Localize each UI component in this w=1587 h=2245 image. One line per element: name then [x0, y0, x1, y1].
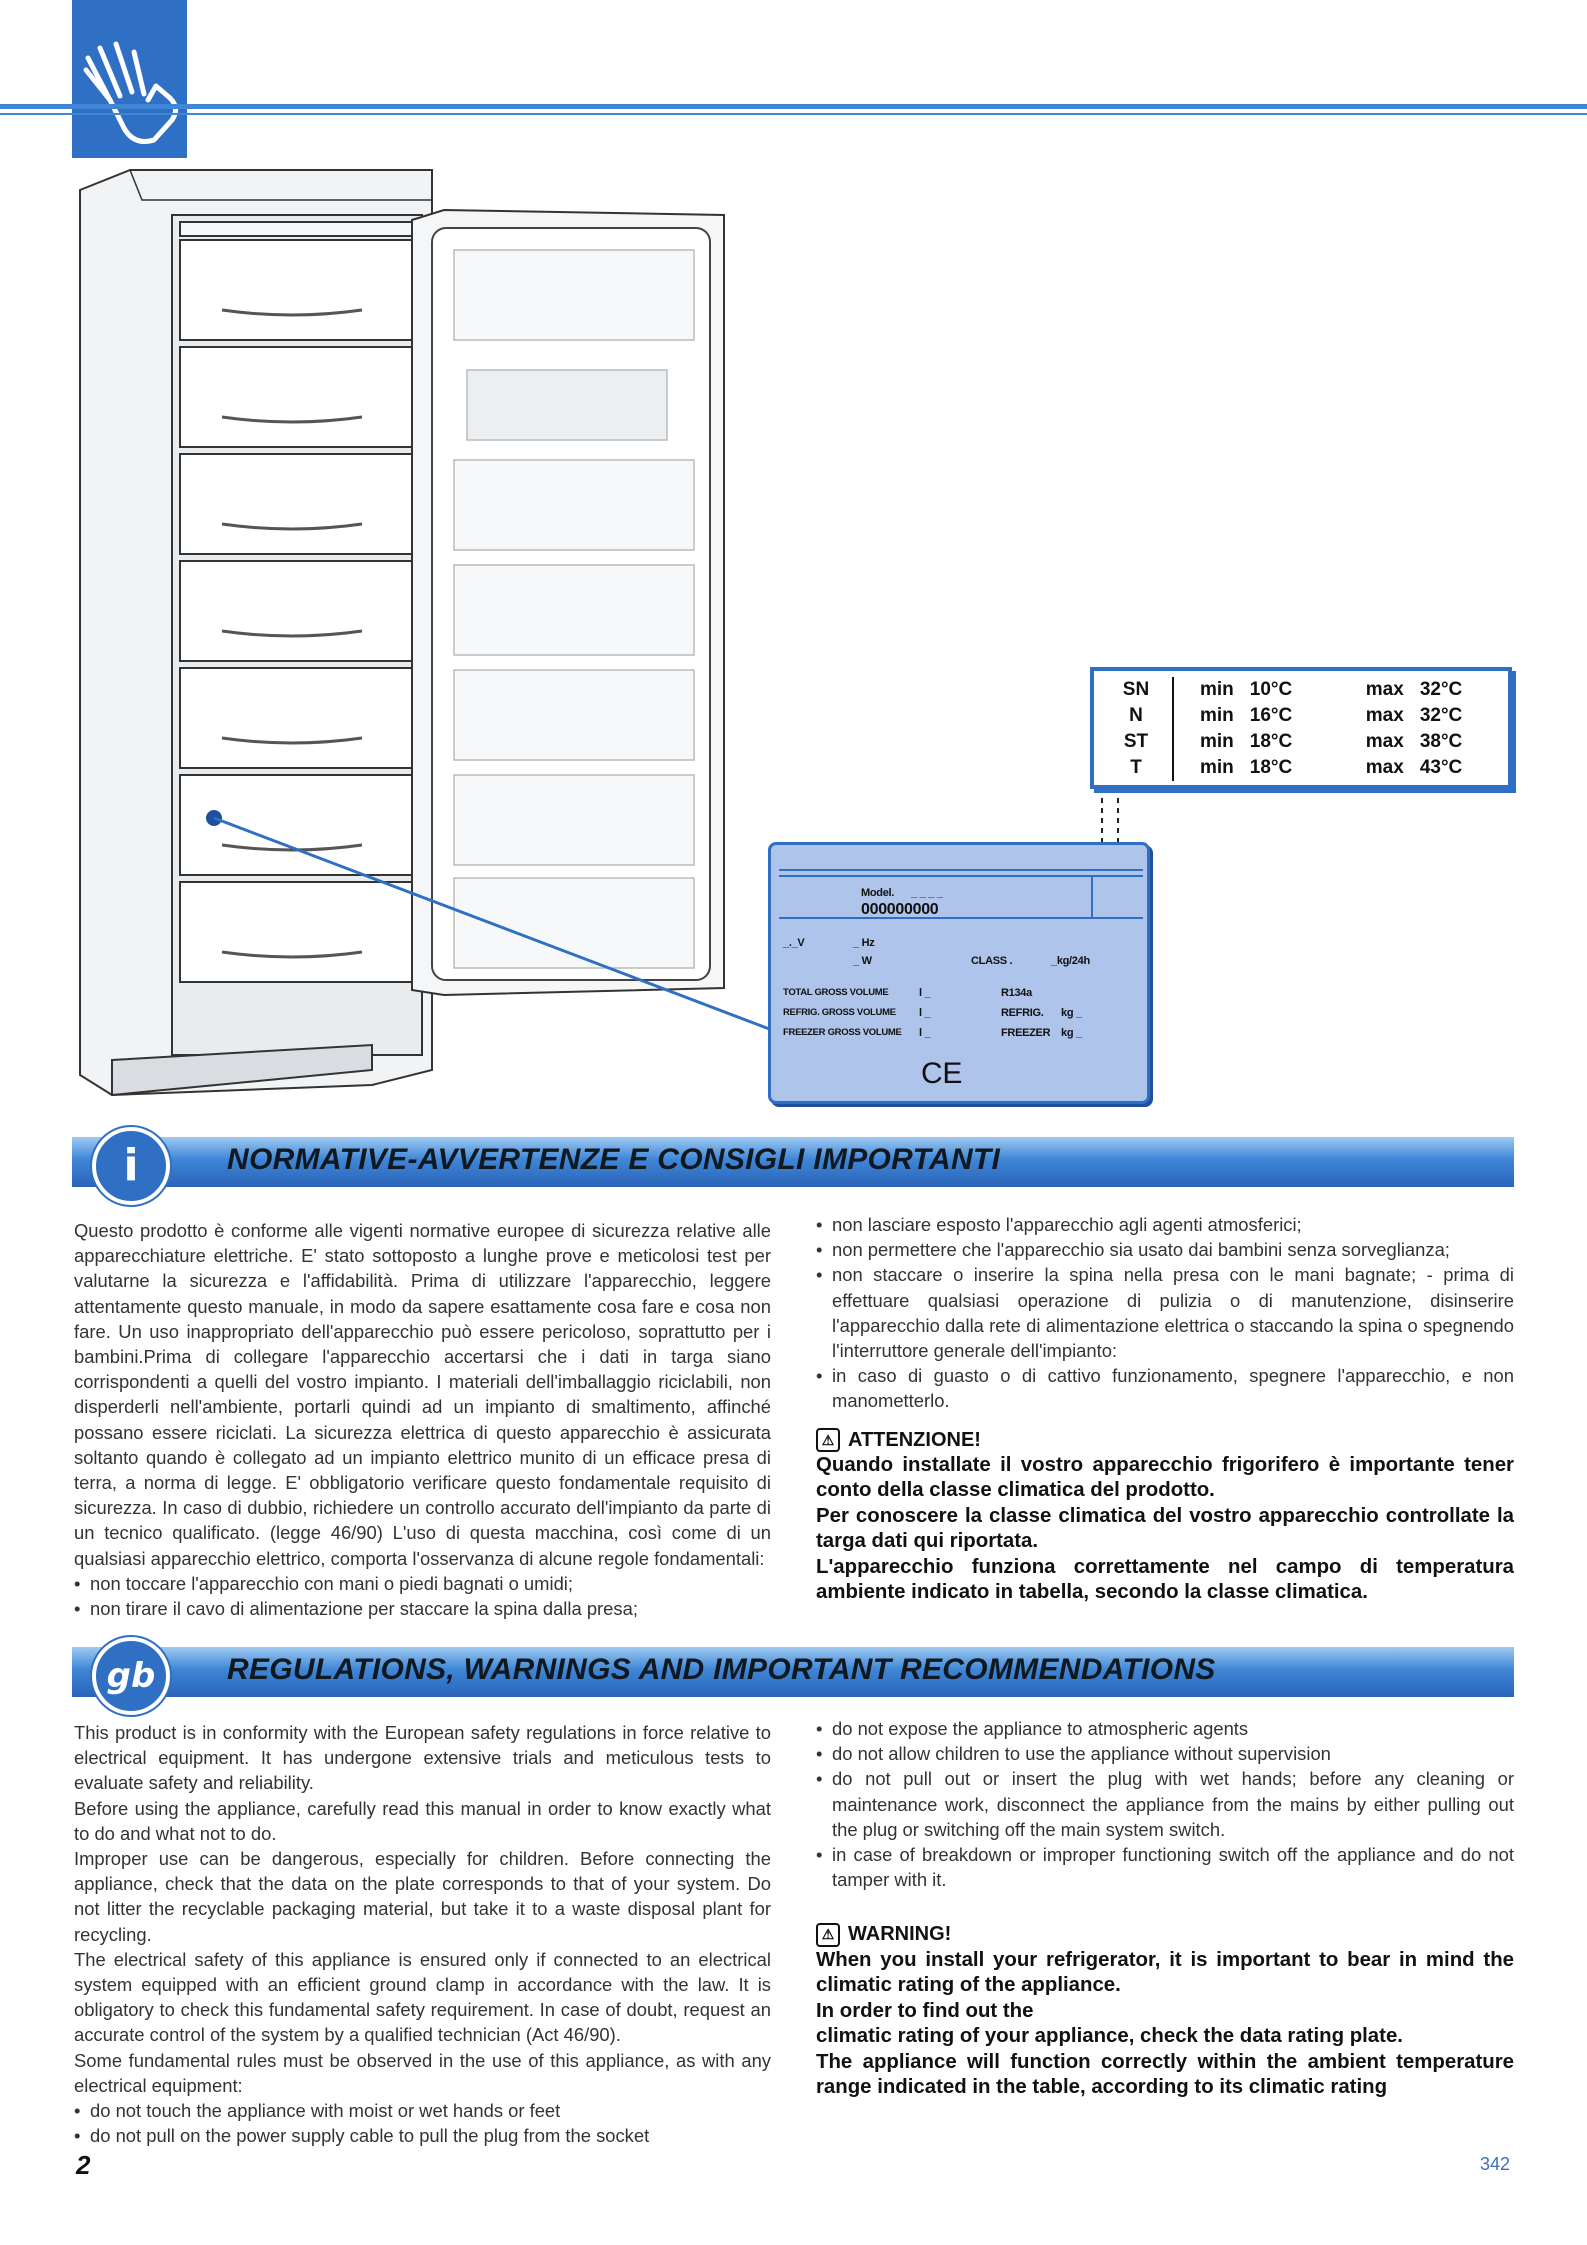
plate-serial: 000000000: [861, 901, 939, 918]
max-label: max: [1365, 679, 1404, 700]
min-value: 16°C: [1249, 705, 1293, 726]
plate-row1-unit: l _: [919, 987, 931, 999]
plate-rule: [1091, 875, 1093, 917]
plate-volt: _._V: [783, 937, 805, 949]
list-item: • non lasciare esposto l'apparecchio agli agenti atmosferici;: [816, 1212, 1514, 1237]
warning-title-english: WARNING!: [848, 1923, 952, 1946]
header-tab: [72, 0, 187, 158]
class-cell: SN: [1100, 677, 1173, 703]
plate-kgh: _kg/24h: [1051, 955, 1090, 967]
plate-rule: [779, 869, 1143, 871]
plate-model-value: _ _ _ _: [911, 887, 943, 899]
warning-line: When you install your refrigerator, it is important to bear in mind the climatic rating of the appliance.: [816, 1948, 1514, 1997]
max-label: max: [1365, 705, 1404, 726]
table-row: [1100, 729, 1470, 755]
list-item: • do not pull on the power supply cable to pull the plug from the socket: [74, 2123, 771, 2148]
header-rule: [0, 104, 1587, 109]
gb-flag-icon: gb: [92, 1637, 170, 1715]
section-title-italian: NORMATIVE-AVVERTENZE E CONSIGLI IMPORTANTI: [227, 1143, 1001, 1176]
list-item: • non tirare il cavo di alimentazione per staccare la spina dalla presa;: [74, 1596, 771, 1621]
plate-model-label: Model.: [861, 887, 895, 899]
italian-intro-paragraph: Questo prodotto è conforme alle vigenti normative europee di sicurezza relative alle apparecchiature elettriche. E' stato sottoposto a lunghe prove e meticolosi test per valutarne la sicurezza e l'affidabilità. Prima di utilizzare l'apparecchio, leggere attentamente questo manuale, in modo da sapere esattamente cosa fare e cosa non fare. Un uso inappropriato dell'apparecchio può essere pericoloso, soprattutto per i bambini.Prima di collegare l'apparecchio accertarsi che i dati in targa siano corrispondenti a quelli del vostro impianto. I materiali dell'imballaggio riciclabili, non disperderli nell'ambiente, portarli quindi ad un impianto di smaltimento, affinché possano essere riciclati. La sicurezza elettrica di questo apparecchio è assicurata soltanto quando è collegato ad un impianto elettrico munito di un efficace presa di terra, a norma di legge. E' obbligatorio verificare questo fondamentale requisito di sicurezza. In caso di dubbio, richiedere un controllo accurato dell'impianto da parte di un tecnico qualificato. (legge 46/90) L'uso di questa macchina, così come di un qualsiasi apparecchio elettrico, comporta l'osservanza di alcune regole fondamentali:: [74, 1220, 771, 1569]
list-item: • in caso di guasto o di cattivo funzionamento, spegnere l'apparecchio, e non manometterlo.: [816, 1363, 1514, 1413]
class-cell: ST: [1100, 729, 1173, 755]
plate-row1-right: R134a: [1001, 987, 1032, 999]
warning-title-italian: ATTENZIONE!: [848, 1428, 981, 1451]
max-value: 32°C: [1419, 679, 1463, 700]
italian-right-column: [816, 1212, 1514, 1606]
table-row: [1100, 703, 1470, 729]
max-label: max: [1365, 731, 1404, 752]
english-paragraph: Some fundamental rules must be observed in the use of this appliance, as with any electrical equipment:: [74, 2049, 771, 2096]
table-row: [1100, 755, 1470, 781]
warning-heading-italian: [816, 1428, 1514, 1453]
plate-class: CLASS .: [971, 955, 1013, 967]
page-number: 2: [76, 2150, 91, 2180]
english-paragraph: The electrical safety of this appliance is ensured only if connected to an electrical system equipped with an efficient ground clamp in accordance with the law. It is obligatory to check this fundamental safety requirement. In case of doubt, request an accurate control of the system by a qualified technician (Act 46/90).: [74, 1948, 771, 2046]
section-title-english: REGULATIONS, WARNINGS AND IMPORTANT RECOMMENDATIONS: [227, 1653, 1216, 1686]
warning-icon: ⚠: [816, 1428, 840, 1452]
hand-icon: [72, 0, 187, 158]
plate-row3-label: FREEZER GROSS VOLUME: [783, 1027, 902, 1038]
plate-row1-label: TOTAL GROSS VOLUME: [783, 987, 889, 998]
max-label: max: [1365, 757, 1404, 778]
warning-line: Quando installate il vostro apparecchio frigorifero è importante tener conto della classe climatica del prodotto.: [816, 1453, 1514, 1502]
list-item: • in case of breakdown or improper functioning switch off the appliance and do not tamper with it.: [816, 1842, 1514, 1892]
plate-row3-right-unit: kg _: [1061, 1027, 1082, 1039]
plate-row2-label: REFRIG. GROSS VOLUME: [783, 1007, 896, 1018]
plate-hz: _ Hz: [853, 937, 875, 949]
list-item: • non permettere che l'apparecchio sia usato dai bambini senza sorveglianza;: [816, 1237, 1514, 1262]
min-value: 18°C: [1249, 731, 1293, 752]
list-item: • non toccare l'apparecchio con mani o piedi bagnati o umidi;: [74, 1571, 771, 1596]
warning-line: The appliance will function correctly within the ambient temperature range indicated in the table, according to its climatic rating: [816, 2050, 1514, 2099]
warning-line: Per conoscere la classe climatica del vostro apparecchio controllate la targa dati qui riportata.: [816, 1504, 1514, 1553]
max-value: 32°C: [1419, 705, 1463, 726]
ce-mark: CE: [921, 1057, 963, 1090]
header-rule-thin: [0, 113, 1587, 115]
english-paragraph: Before using the appliance, carefully read this manual in order to know exactly what to do and what not to do.: [74, 1797, 771, 1844]
info-icon: i: [92, 1127, 170, 1205]
plate-row2-right-label: REFRIG.: [1001, 1007, 1044, 1019]
plate-row3-unit: l _: [919, 1027, 931, 1039]
min-label: min: [1200, 705, 1234, 726]
min-label: min: [1200, 757, 1234, 778]
warning-line: In order to find out the: [816, 1999, 1034, 2022]
list-item: • non staccare o inserire la spina nella presa con le mani bagnate; - prima di effettuare qualsiasi operazione di pulizia o di manutenzione, disinserire l'apparecchio dalla rete di alimentazione elettrica o staccando la spina o spegnendo l'interruttore generale dell'impianto:: [816, 1262, 1514, 1363]
plate-rule: [779, 917, 1143, 919]
list-item: • do not allow children to use the appliance without supervision: [816, 1741, 1514, 1766]
warning-icon: ⚠: [816, 1923, 840, 1947]
section-banner-english: [72, 1647, 1514, 1697]
plate-rule: [779, 875, 1143, 877]
climatic-table-grid: [1100, 677, 1471, 781]
italian-left-column: [74, 1218, 771, 1621]
list-item: • do not touch the appliance with moist or wet hands or feet: [74, 2098, 771, 2123]
section-banner-italian: [72, 1137, 1514, 1191]
class-cell: T: [1100, 755, 1173, 781]
min-label: min: [1200, 679, 1234, 700]
plate-watt: _ W: [853, 955, 872, 967]
max-value: 38°C: [1419, 731, 1463, 752]
min-label: min: [1200, 731, 1234, 752]
english-paragraph: Improper use can be dangerous, especially for children. Before connecting the appliance, check that the data on the plate corresponds to that of your system. Do not litter the recyclable packaging material, but take it to a waste disposal plant for recycling.: [74, 1848, 771, 1945]
document-code: 342: [1480, 2154, 1511, 2174]
climatic-class-table: [1090, 667, 1512, 789]
english-left-column: [74, 1720, 771, 2148]
english-paragraph: This product is in conformity with the European safety regulations in force relative to electrical equipment. It has undergone extensive trials and meticulous tests to evaluate safety and reliability.: [74, 1722, 771, 1794]
class-cell: N: [1100, 703, 1173, 729]
plate-row3-right-label: FREEZER: [1001, 1027, 1051, 1039]
english-right-column: [816, 1716, 1514, 2101]
warning-heading-english: [816, 1922, 1514, 1947]
plate-row2-unit: l _: [919, 1007, 931, 1019]
list-item: • do not pull out or insert the plug with wet hands; before any cleaning or maintenance work, disconnect the appliance from the mains by either pulling out the plug or switching off the main system switch.: [816, 1766, 1514, 1842]
min-value: 10°C: [1249, 679, 1293, 700]
max-value: 43°C: [1419, 757, 1463, 778]
warning-line: L'apparecchio funziona correttamente nel campo di temperatura ambiente indicato in tabella, secondo la classe climatica.: [816, 1555, 1514, 1604]
table-row: [1100, 677, 1470, 703]
plate-row2-right-unit: kg _: [1061, 1007, 1082, 1019]
list-item: • do not expose the appliance to atmospheric agents: [816, 1716, 1514, 1741]
data-rating-plate: [768, 842, 1150, 1104]
min-value: 18°C: [1249, 757, 1293, 778]
warning-line: climatic rating of your appliance, check the data rating plate.: [816, 2025, 1403, 2048]
